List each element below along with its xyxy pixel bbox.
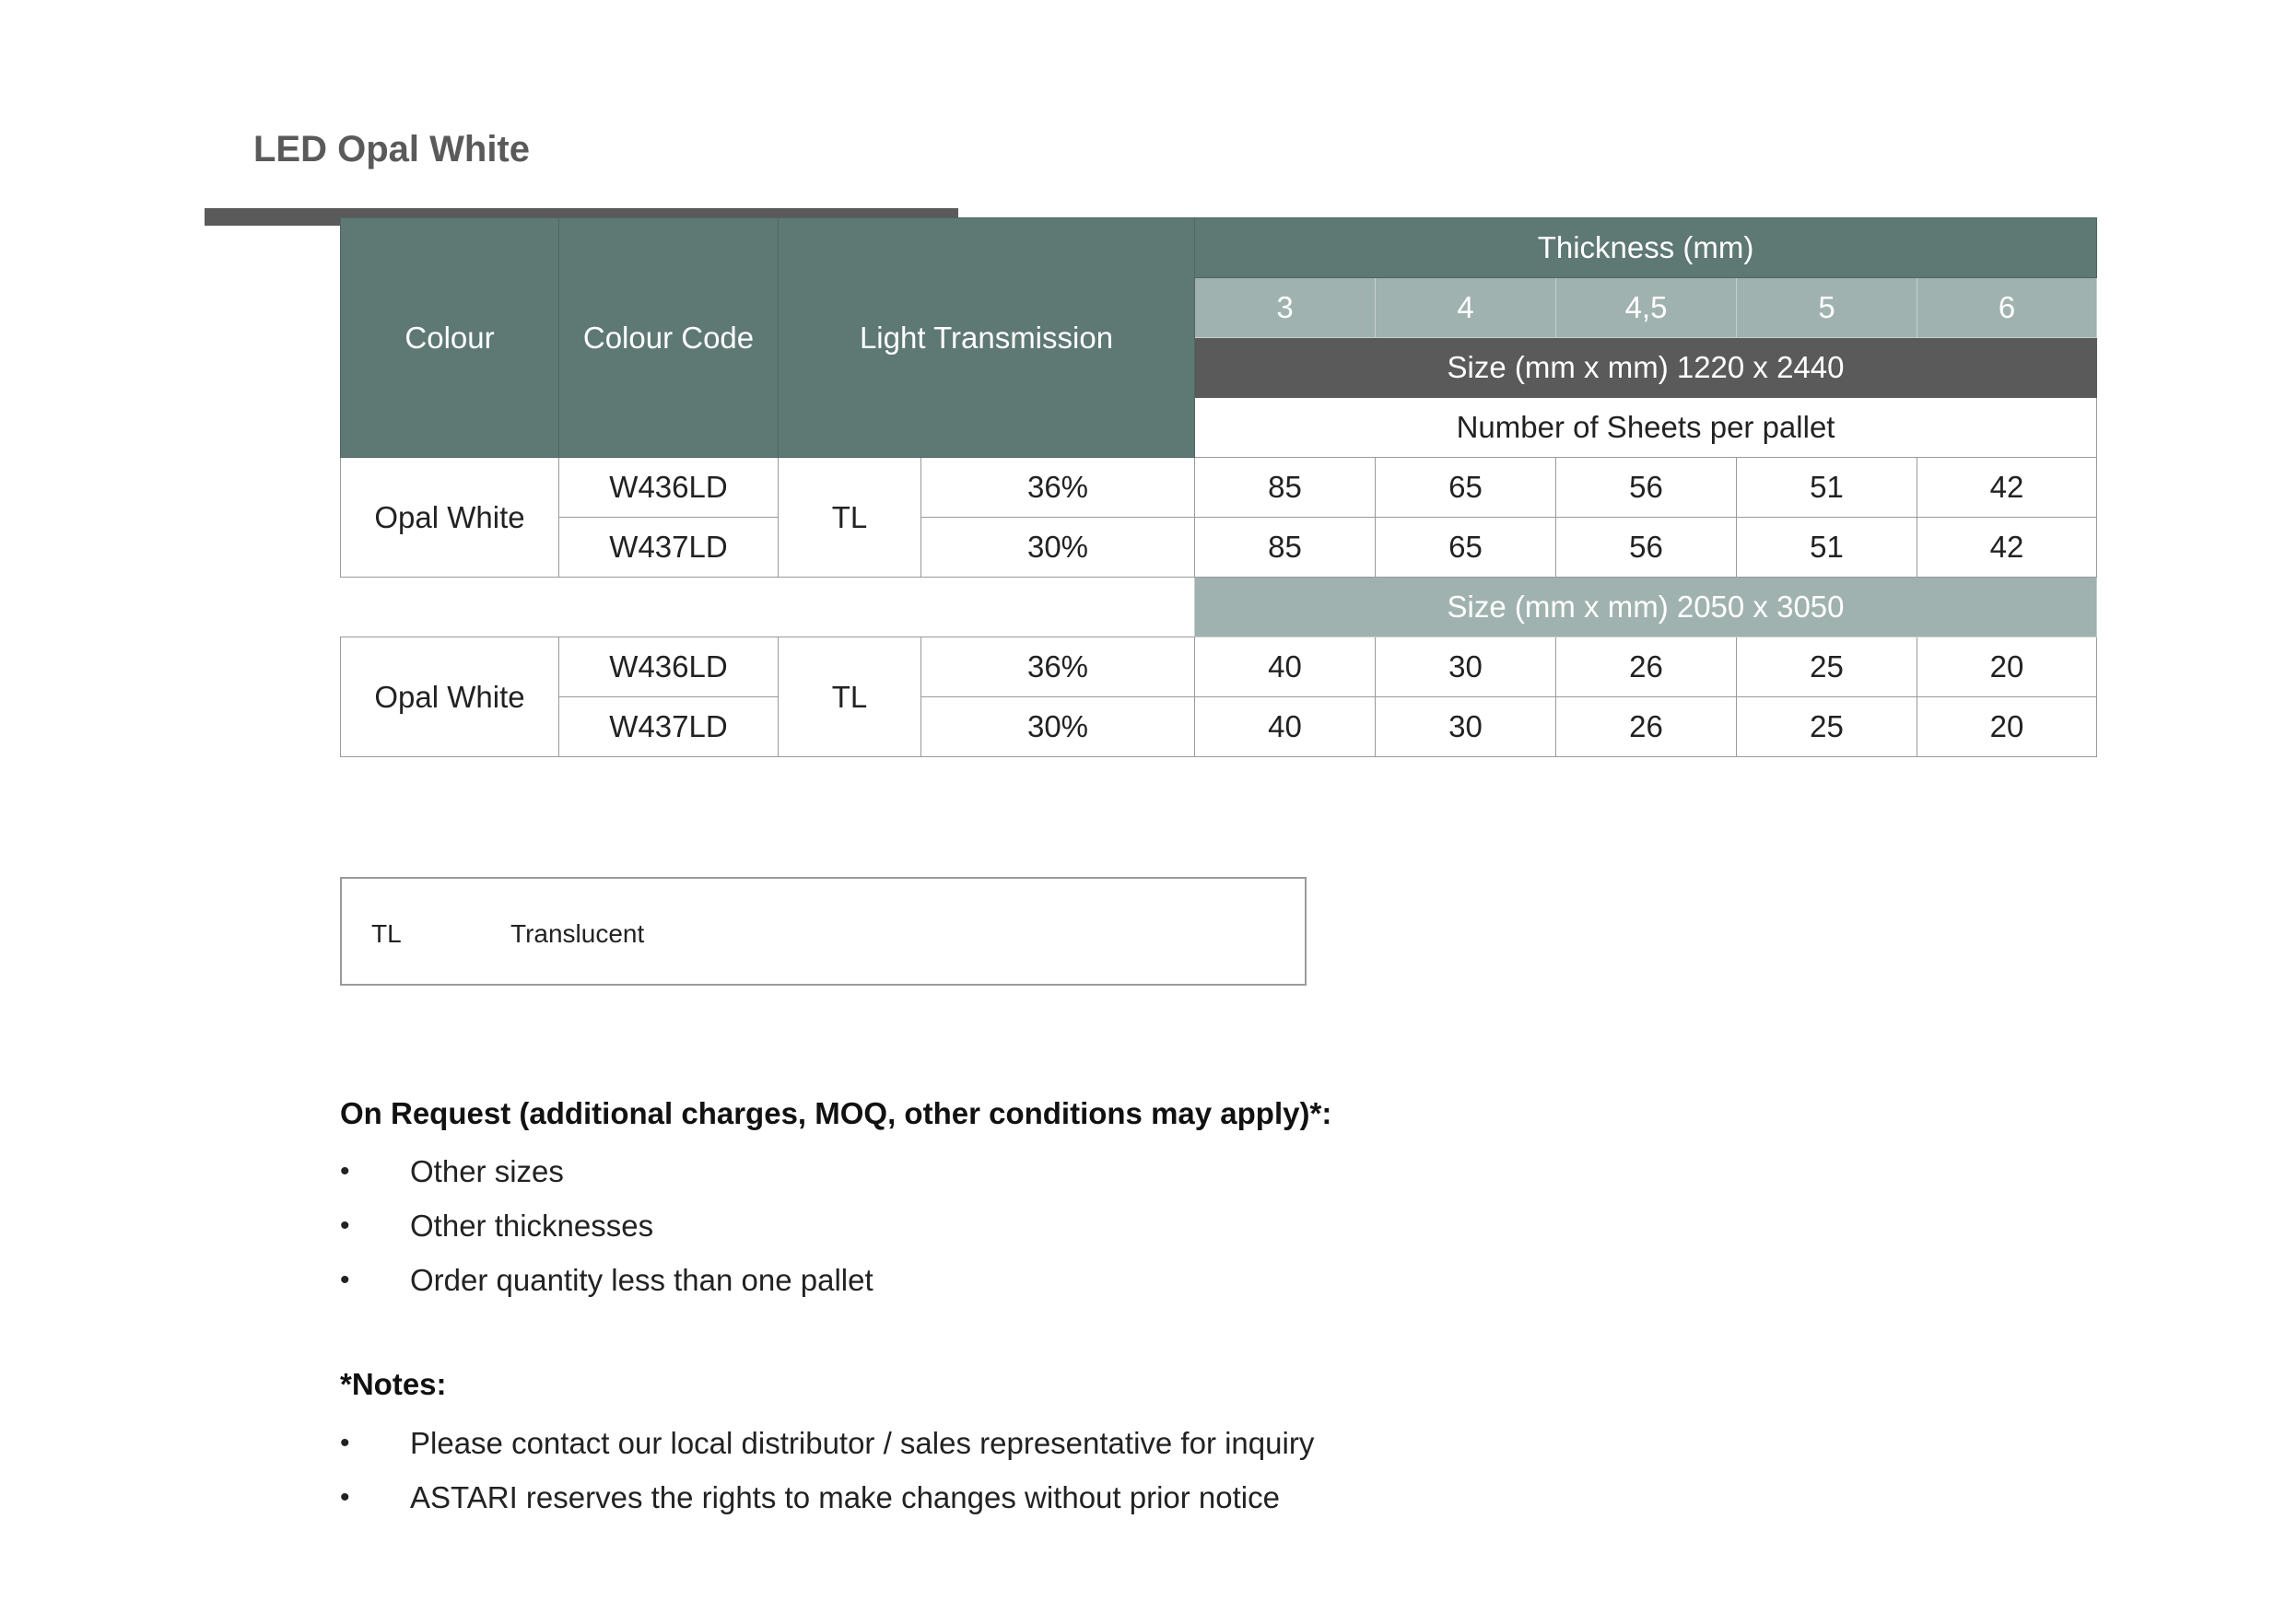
colour-cell: Opal White [341, 637, 559, 757]
header-colour: Colour [341, 218, 559, 458]
transmission-cell: 36% [921, 458, 1195, 518]
table-row [341, 458, 2097, 518]
size-label-2: Size (mm x mm) 2050 x 3050 [1195, 578, 2097, 637]
colour-code-cell: W437LD [559, 518, 779, 578]
thickness-value: 4 [1376, 278, 1556, 338]
notes-heading: *Notes: [340, 1367, 447, 1401]
thickness-value: 3 [1195, 278, 1376, 338]
colour-code-cell: W436LD [559, 458, 779, 518]
transmission-cell: 36% [921, 637, 1195, 697]
sheets-cell: 85 [1195, 458, 1376, 518]
list-item-text: Order quantity less than one pallet [410, 1263, 873, 1297]
table-spacer [341, 578, 1195, 637]
colour-code-cell: W437LD [559, 697, 779, 757]
on-request-heading: On Request (additional charges, MOQ, other conditions may apply)*: [340, 1096, 1332, 1130]
transmission-cell: 30% [921, 518, 1195, 578]
sheets-cell: 25 [1737, 637, 1917, 697]
product-spec-table [340, 217, 2097, 757]
sheets-cell: 65 [1376, 518, 1556, 578]
header-sheets-per-pallet: Number of Sheets per pallet [1195, 398, 2097, 458]
sheets-cell: 56 [1556, 458, 1737, 518]
list-item-text: Other sizes [410, 1154, 564, 1188]
sheets-cell: 30 [1376, 637, 1556, 697]
sheets-cell: 20 [1917, 697, 2097, 757]
legend-abbreviation: TL [371, 919, 402, 948]
list-item-text: Other thicknesses [410, 1209, 654, 1243]
table-row [341, 637, 2097, 697]
header-thickness: Thickness (mm) [1195, 218, 2097, 278]
thickness-value: 4,5 [1556, 278, 1737, 338]
bullet-dot: • [340, 1156, 350, 1186]
sheets-cell: 56 [1556, 518, 1737, 578]
bullet-dot: • [340, 1482, 350, 1513]
thickness-value: 6 [1917, 278, 2097, 338]
sheets-cell: 40 [1195, 637, 1376, 697]
sheets-cell: 51 [1737, 458, 1917, 518]
list-item-text: ASTARI reserves the rights to make changes without prior notice [410, 1480, 1280, 1514]
on-request-list [340, 1153, 873, 1316]
sheets-cell: 26 [1556, 637, 1737, 697]
size-label-1: Size (mm x mm) 1220 x 2440 [1195, 338, 2097, 398]
list-item [340, 1208, 873, 1262]
type-cell: TL [779, 637, 921, 757]
list-item-text: Please contact our local distributor / sales representative for inquiry [410, 1426, 1315, 1460]
page-title: LED Opal White [253, 129, 530, 169]
bullet-dot: • [340, 1428, 350, 1458]
header-colour-code: Colour Code [559, 218, 779, 458]
header-row-thickness [341, 218, 2097, 278]
notes-list [340, 1425, 1314, 1534]
legend-meaning: Translucent [510, 919, 645, 948]
sheets-cell: 42 [1917, 518, 2097, 578]
sheets-cell: 25 [1737, 697, 1917, 757]
bullet-dot: • [340, 1265, 350, 1295]
colour-cell: Opal White [341, 458, 559, 578]
table-row [341, 697, 2097, 757]
sheets-cell: 40 [1195, 697, 1376, 757]
header-row-size-2 [341, 578, 2097, 637]
sheets-cell: 65 [1376, 458, 1556, 518]
list-item [340, 1153, 873, 1208]
sheets-cell: 42 [1917, 458, 2097, 518]
sheets-cell: 51 [1737, 518, 1917, 578]
list-item [340, 1425, 1314, 1479]
table-row [341, 518, 2097, 578]
sheets-cell: 20 [1917, 637, 2097, 697]
bullet-dot: • [340, 1210, 350, 1241]
transmission-cell: 30% [921, 697, 1195, 757]
header-light-transmission: Light Transmission [779, 218, 1195, 458]
legend-box [340, 877, 1307, 986]
sheets-cell: 26 [1556, 697, 1737, 757]
thickness-value: 5 [1737, 278, 1917, 338]
list-item [340, 1262, 873, 1316]
sheets-cell: 30 [1376, 697, 1556, 757]
list-item [340, 1479, 1314, 1534]
type-cell: TL [779, 458, 921, 578]
sheets-cell: 85 [1195, 518, 1376, 578]
colour-code-cell: W436LD [559, 637, 779, 697]
